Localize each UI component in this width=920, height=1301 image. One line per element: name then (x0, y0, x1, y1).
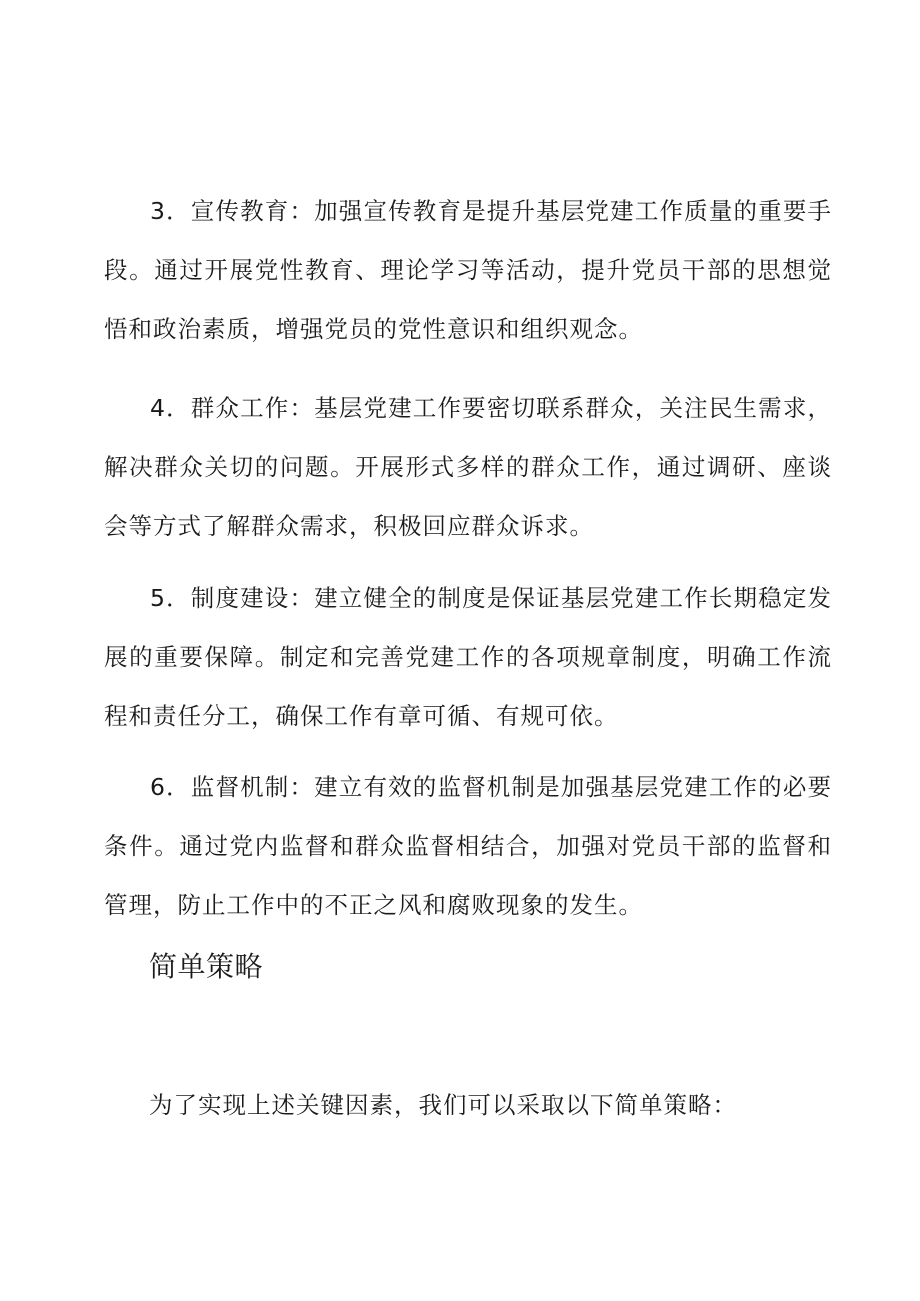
intro-paragraph: 为了实现上述关键因素，我们可以采取以下简单策略： (149, 1090, 737, 1119)
paragraph-text: 3．宣传教育：加强宣传教育是提升基层党建工作质量的重要手段。通过开展党性教育、理论学习等活动，提升党员干部的思想觉悟和政治素质，增强党员的党性意识和组织观念。 (104, 196, 832, 343)
paragraph-text: 5．制度建设：建立健全的制度是保证基层党建工作长期稳定发展的重要保障。制定和完善党建工作的各项规章制度，明确工作流程和责任分工，确保工作有章可循、有规可依。 (104, 583, 832, 730)
section-heading: 简单策略 (149, 950, 264, 983)
paragraph-text: 4．群众工作：基层党建工作要密切联系群众，关注民生需求，解决群众关切的问题。开展形式多样的群众工作，通过调研、座谈会等方式了解群众需求，积极回应群众诉求。 (104, 393, 832, 540)
paragraph-supervision-mechanism (104, 758, 832, 935)
paragraph-mass-work (104, 379, 832, 556)
paragraph-publicity-education (104, 182, 832, 359)
paragraph-system-building (104, 569, 832, 746)
paragraph-text: 6．监督机制：建立有效的监督机制是加强基层党建工作的必要条件。通过党内监督和群众监督相结合，加强对党员干部的监督和管理，防止工作中的不正之风和腐败现象的发生。 (104, 772, 832, 919)
